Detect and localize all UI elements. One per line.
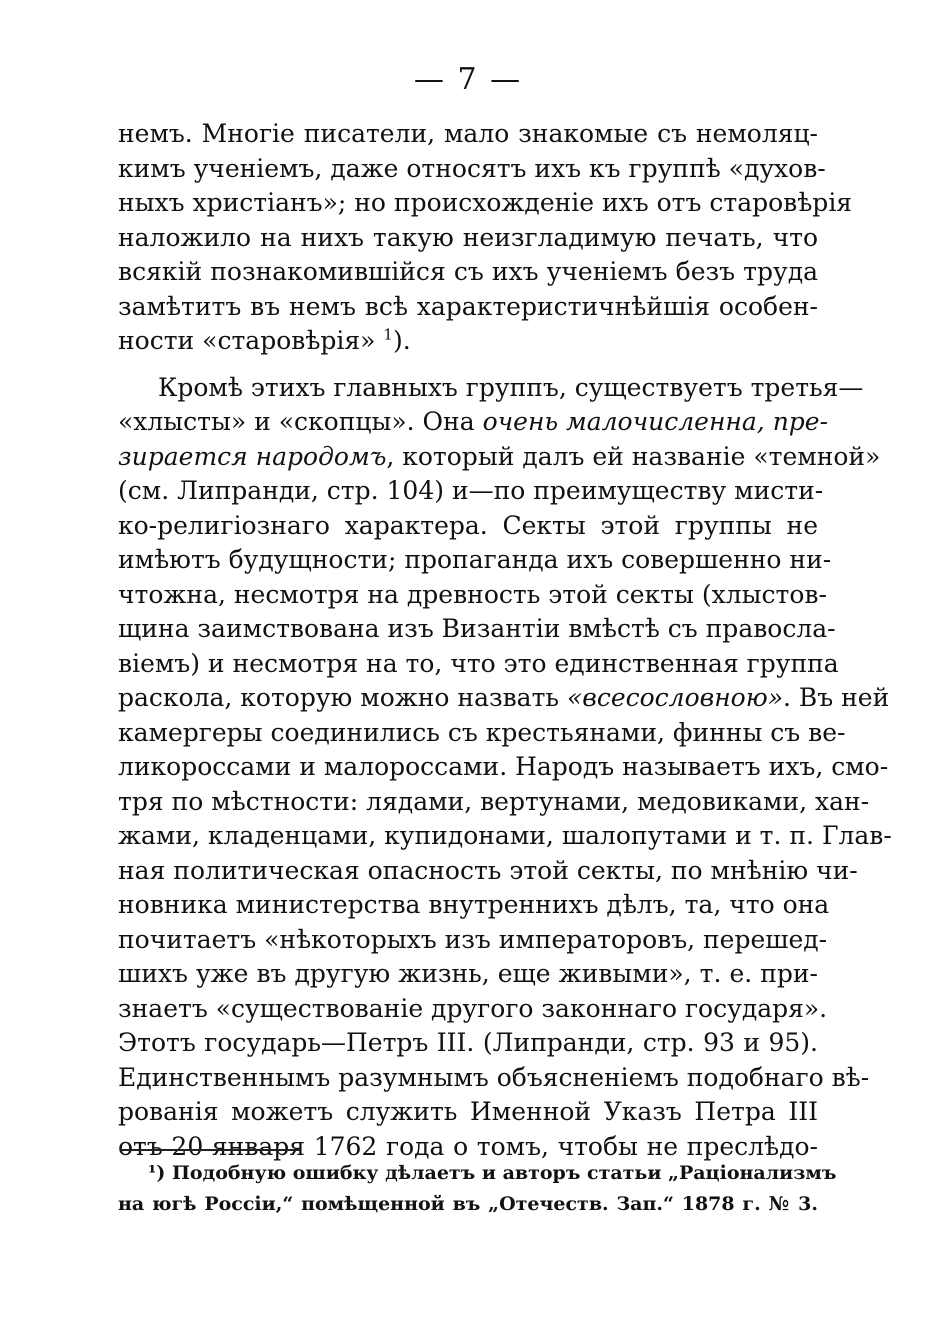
text-line: кимъ ученіемъ, даже относятъ ихъ къ группѣ «духов- (118, 153, 826, 183)
text-line: наложило на нихъ такую неизгладимую печать, что (118, 222, 818, 252)
text-line: отъ 20 января 1762 года о томъ, чтобы не преслѣдо- (118, 1131, 818, 1161)
text-line: жами, кладенцами, купидонами, шалопутами и т. п. Глав- (118, 821, 892, 850)
footnote-divider (120, 1149, 300, 1151)
text-line: камергеры соединились съ крестьянами, финны съ ве- (118, 717, 846, 747)
text-segment: , который далъ ей названіе «темной» (386, 441, 881, 471)
text-line: ликороссами и малороссами. Народъ называетъ ихъ, смо- (118, 752, 889, 781)
italic-segment: очень малочисленна, пре- (482, 407, 829, 436)
page-number: — 7 — (413, 62, 523, 97)
text-line: ныхъ христіанъ»; но происхожденіе ихъ отъ старовѣрія (118, 188, 853, 217)
footnote-text: Подобную ошибку дѣлаетъ и авторъ статьи „Раціонализмъ (171, 1162, 837, 1184)
text-line: щина заимствована изъ Византіи вмѣстѣ съ правосла- (118, 614, 836, 643)
text-segment: ). (392, 326, 411, 355)
text-line: чтожна, несмотря на древность этой секты (хлыстов- (118, 579, 827, 609)
text-segment: ности «старовѣрія» (118, 326, 376, 355)
text-line: Кромѣ этихъ главныхъ группъ, существуетъ третья— (158, 372, 864, 402)
italic-segment: «всесословною» (566, 683, 784, 712)
text-line: (см. Липранди, стр. 104) и—по преимуществу мисти- (118, 476, 824, 505)
text-line: шихъ уже въ другую жизнь, еще живыми», т. е. при- (118, 959, 818, 988)
text-line: віемъ) и несмотря на то, что это единственная группа (118, 648, 839, 678)
text-line: ко-религіознаго характера. Секты этой группы не (118, 510, 818, 540)
italic-segment: зирается народомъ (118, 441, 387, 471)
footnote-reference: 1 (383, 325, 393, 344)
text-segment: «хлысты» и «скопцы». Она (118, 407, 483, 436)
footnote-marker: ¹) (148, 1162, 166, 1184)
text-segment: . Въ ней (783, 683, 890, 712)
text-line: рованія можетъ служить Именной Указъ Петра III (118, 1097, 818, 1126)
text-line: имѣютъ будущности; пропаганда ихъ совершенно ни- (118, 545, 832, 574)
text-line: Этотъ государь—Петръ III. (Липранди, стр. 93 и 95). (118, 1028, 818, 1057)
text-line (118, 681, 890, 716)
text-line (118, 324, 818, 359)
footnote (118, 1158, 837, 1220)
footnote-line: на югѣ Россіи,“ помѣщенной въ „Отечеств. Зап.“ 1878 г. № 3. (118, 1193, 818, 1215)
text-line: всякій познакомившійся съ ихъ ученіемъ безъ труда (118, 257, 818, 286)
text-line: замѣтитъ въ немъ всѣ характеристичнѣйшія особен- (118, 291, 818, 321)
text-line: немъ. Многіе писатели, мало знакомые съ немоляц- (118, 119, 818, 148)
footnote-line (118, 1158, 837, 1189)
text-line: ная политическая опасность этой секты, по мнѣнію чи- (118, 855, 858, 885)
text-line: тря по мѣстности: лядами, вертунами, медовиками, хан- (118, 786, 870, 816)
text-line: почитаетъ «нѣкоторыхъ изъ императоровъ, перешед- (118, 924, 828, 954)
text-line: Единственнымъ разумнымъ объясненіемъ подобнаго вѣ- (118, 1062, 870, 1092)
text-line: знаетъ «существованіе другого законнаго государя». (118, 993, 828, 1023)
text-line (118, 405, 829, 440)
main-text (118, 117, 892, 1164)
text-line (118, 440, 881, 475)
text-segment: раскола, которую можно назвать (118, 683, 567, 712)
text-line: новника министерства внутреннихъ дѣлъ, та, что она (118, 890, 830, 919)
